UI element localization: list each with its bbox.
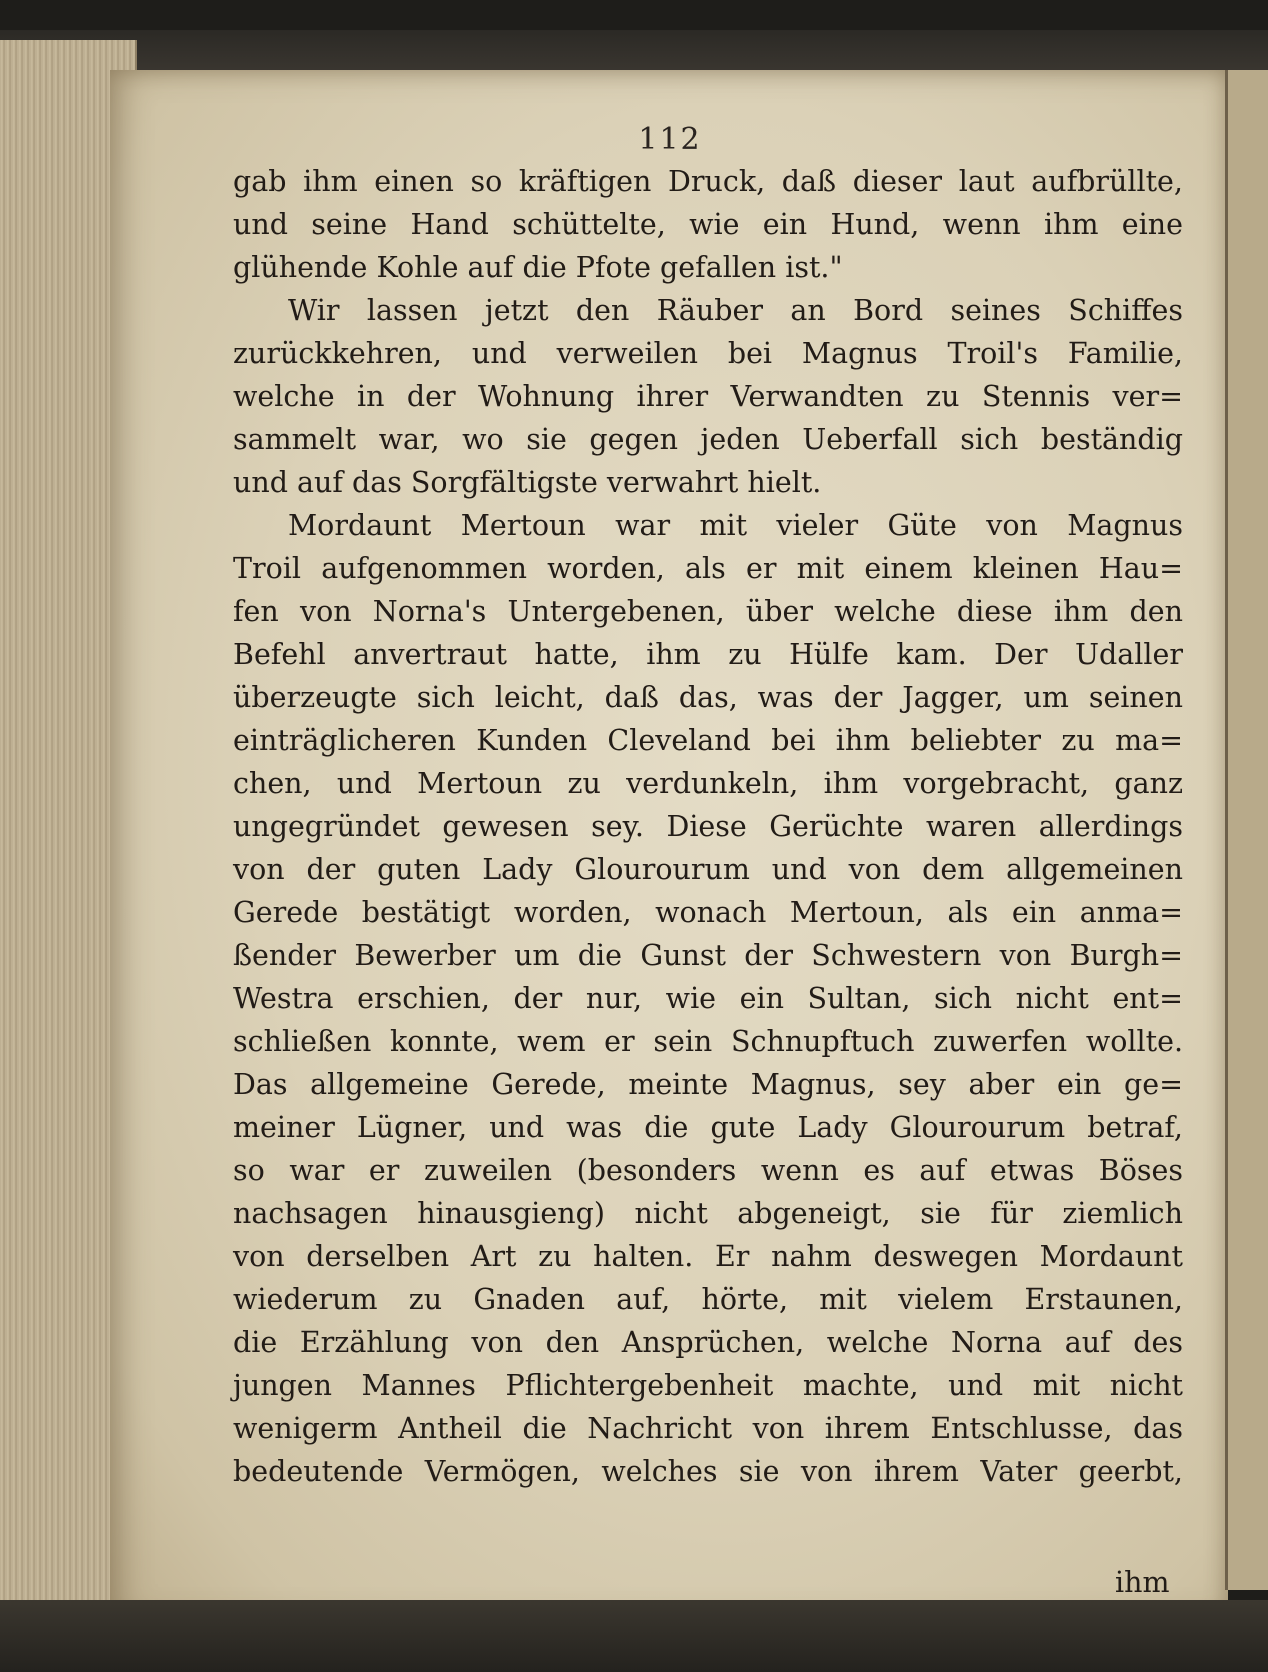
- text-line: fen von Norna's Untergebenen, über welche diese ihm den: [233, 595, 1183, 628]
- text-line: sammelt war, wo sie gegen jeden Ueberfall sich beständig: [233, 423, 1183, 456]
- text-line: ungegründet gewesen sey. Diese Gerüchte waren allerdings: [233, 810, 1183, 843]
- text-line: jungen Mannes Pflichtergebenheit machte, und mit nicht: [233, 1369, 1183, 1402]
- page-number: 112: [638, 122, 702, 157]
- text-line: Gerede bestätigt worden, wonach Mertoun, als ein anma=: [233, 896, 1183, 929]
- text-line: die Erzählung von den Ansprüchen, welche Norna auf des: [233, 1326, 1183, 1359]
- text-line: und seine Hand schüttelte, wie ein Hund, wenn ihm eine: [233, 208, 1183, 241]
- text-line: und auf das Sorgfältigste verwahrt hielt.: [233, 466, 822, 499]
- text-line: Wir lassen jetzt den Räuber an Bord seines Schiffes: [288, 294, 1183, 327]
- text-line: Befehl anvertraut hatte, ihm zu Hülfe kam. Der Udaller: [233, 638, 1183, 671]
- text-line: von derselben Art zu halten. Er nahm deswegen Mordaunt: [233, 1240, 1183, 1273]
- text-line: meiner Lügner, und was die gute Lady Glourourum betraf,: [233, 1111, 1183, 1144]
- text-line: gab ihm einen so kräftigen Druck, daß dieser laut aufbrüllte,: [233, 165, 1183, 198]
- text-line: von der guten Lady Glourourum und von dem allgemeinen: [233, 853, 1183, 886]
- text-line: Troil aufgenommen worden, als er mit einem kleinen Hau=: [233, 552, 1183, 585]
- text-line: wenigerm Antheil die Nachricht von ihrem Entschlusse, das: [233, 1412, 1183, 1445]
- text-line: einträglicheren Kunden Cleveland bei ihm beliebter zu ma=: [233, 724, 1183, 757]
- page-text: [233, 160, 1183, 1493]
- text-line: wiederum zu Gnaden auf, hörte, mit vielem Erstaunen,: [233, 1283, 1183, 1316]
- text-line: zurückkehren, und verweilen bei Magnus Troil's Familie,: [233, 337, 1183, 370]
- text-line: welche in der Wohnung ihrer Verwandten zu Stennis ver=: [233, 380, 1183, 413]
- book-cover-bottom: [0, 1600, 1268, 1672]
- text-line: nachsagen hinausgieng) nicht abgeneigt, sie für ziemlich: [233, 1197, 1183, 1230]
- catchword: ihm: [1115, 1566, 1170, 1599]
- text-line: bedeutende Vermögen, welches sie von ihrem Vater geerbt,: [233, 1455, 1183, 1488]
- text-line: ßender Bewerber um die Gunst der Schwestern von Burgh=: [233, 939, 1183, 972]
- text-line: chen, und Mertoun zu verdunkeln, ihm vorgebracht, ganz: [233, 767, 1183, 800]
- text-line: Mordaunt Mertoun war mit vieler Güte von Magnus: [288, 509, 1183, 542]
- book-cover-right: [1225, 70, 1268, 1590]
- text-line: so war er zuweilen (besonders wenn es auf etwas Böses: [233, 1154, 1183, 1187]
- text-line: glühende Kohle auf die Pfote gefallen ist.": [233, 251, 843, 284]
- text-line: schließen konnte, wem er sein Schnupftuch zuwerfen wollte.: [233, 1025, 1183, 1058]
- text-line: Das allgemeine Gerede, meinte Magnus, sey aber ein ge=: [233, 1068, 1183, 1101]
- text-line: Westra erschien, der nur, wie ein Sultan, sich nicht ent=: [233, 982, 1183, 1015]
- text-line: überzeugte sich leicht, daß das, was der Jagger, um seinen: [233, 681, 1183, 714]
